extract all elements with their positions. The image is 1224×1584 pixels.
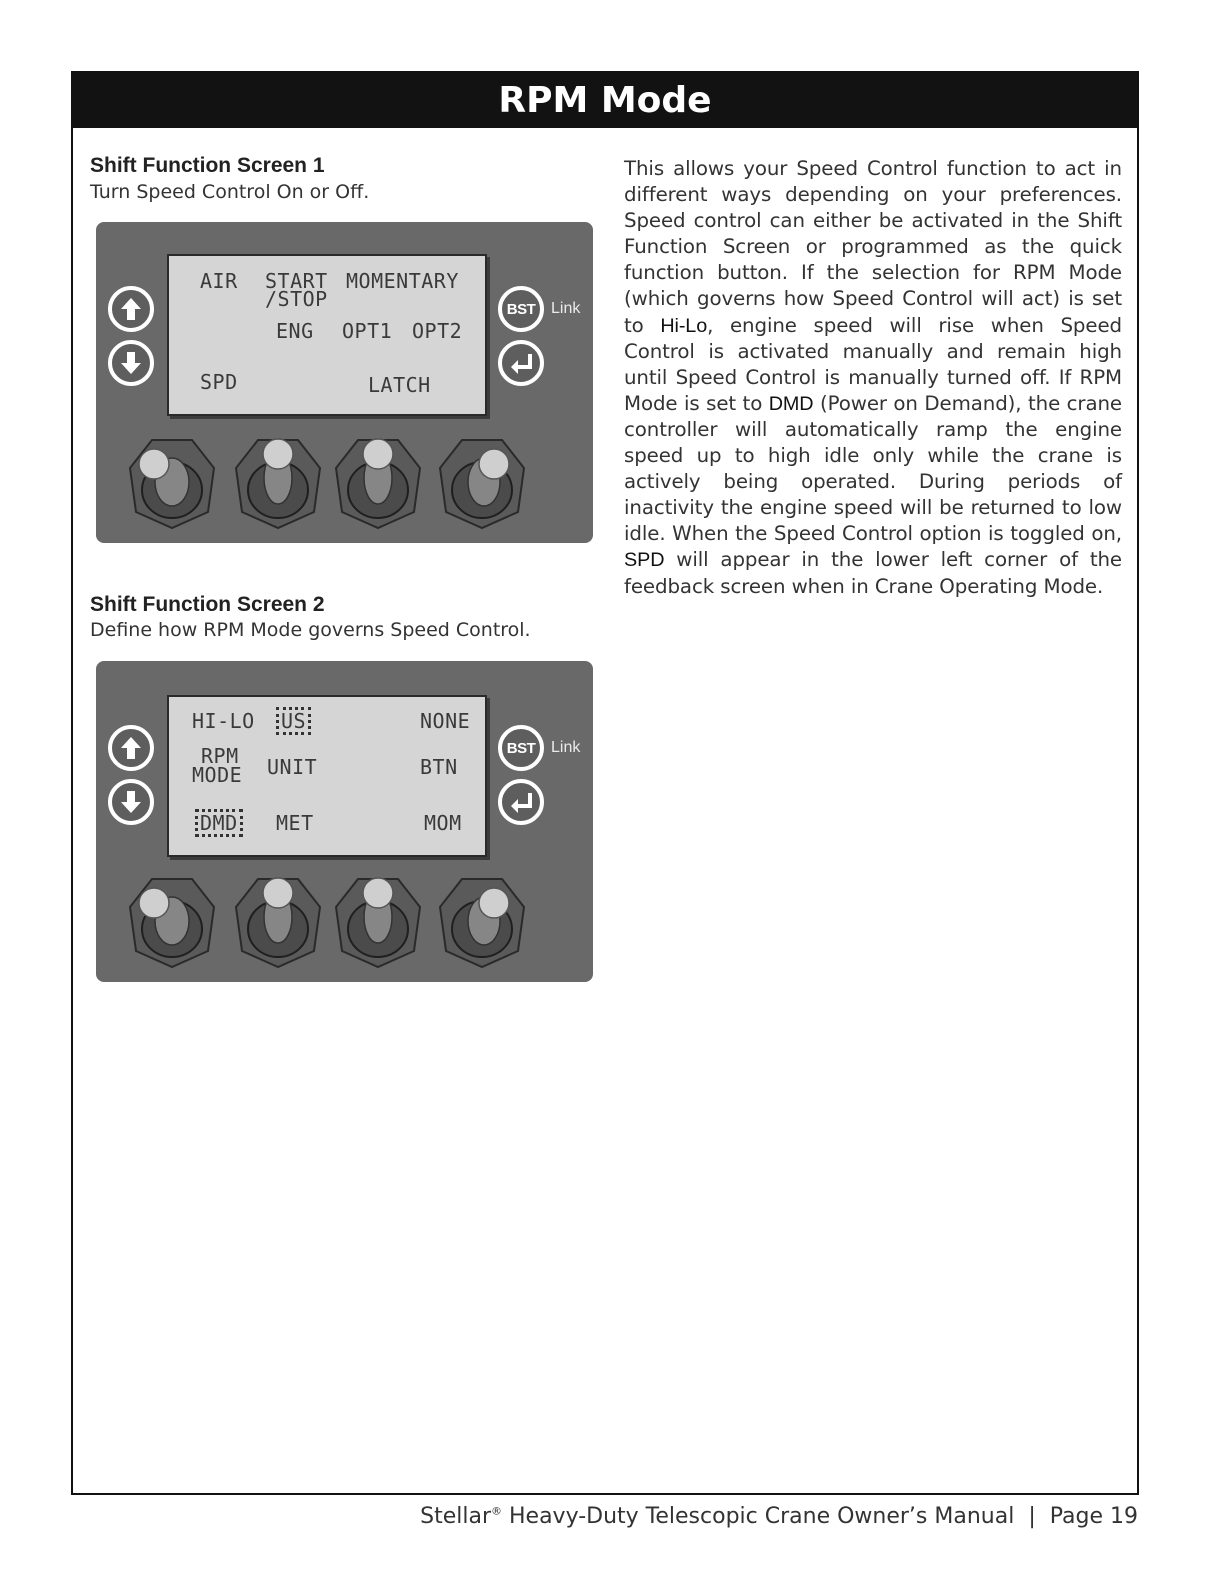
lcd-opt1: OPT1 bbox=[342, 319, 393, 343]
lcd-rpm: RPM bbox=[201, 744, 239, 768]
lcd-us-selected: US bbox=[281, 709, 307, 733]
lcd-screen-1 bbox=[167, 254, 487, 416]
lcd-btn: BTN bbox=[420, 755, 458, 779]
down-arrow-icon bbox=[116, 787, 146, 817]
footer-manual-title: Heavy-Duty Telescopic Crane Owner’s Manual bbox=[502, 1504, 1015, 1529]
page-title: RPM Mode bbox=[73, 73, 1137, 128]
lcd-mom: MOM bbox=[424, 811, 462, 835]
joystick-3[interactable] bbox=[332, 871, 424, 971]
lcd-none: NONE bbox=[420, 709, 471, 733]
keyword-spd: SPD bbox=[624, 549, 665, 572]
up-arrow-icon bbox=[116, 733, 146, 763]
joystick-4[interactable] bbox=[436, 432, 528, 532]
lcd-unit: UNIT bbox=[267, 755, 318, 779]
lcd-screen-2 bbox=[167, 695, 487, 857]
joystick-4[interactable] bbox=[436, 871, 528, 971]
lcd-met: MET bbox=[276, 811, 314, 835]
lcd-hilo: HI-LO bbox=[192, 709, 255, 733]
joystick-2[interactable] bbox=[232, 432, 324, 532]
description-paragraph bbox=[624, 156, 1122, 600]
footer-separator: | bbox=[1028, 1504, 1036, 1529]
description-text-3: (Power on Demand), the crane controller will automatically ramp the engine speed up to high idle only while the crane is actively being operated. During periods of inactivity the engine speed will be returned to low idle. When the Speed Control option is toggled on, bbox=[624, 391, 1122, 546]
footer-brand: Stellar bbox=[420, 1504, 491, 1529]
section2-caption: Define how RPM Mode governs Speed Control. bbox=[90, 619, 531, 641]
controller-panel-1 bbox=[96, 222, 593, 543]
lcd-stop: /STOP bbox=[265, 287, 328, 311]
enter-arrow-icon bbox=[506, 348, 536, 378]
footer-reg-mark: ® bbox=[491, 1504, 502, 1518]
joystick-1[interactable] bbox=[126, 432, 218, 532]
up-arrow-button[interactable] bbox=[108, 725, 154, 771]
down-arrow-button[interactable] bbox=[108, 779, 154, 825]
enter-button[interactable] bbox=[498, 779, 544, 825]
description-text-2: , engine speed will rise when Speed Control is activated manually and remain high until Speed Control is manually turned off. If RPM Mode is set to bbox=[624, 313, 1122, 415]
lcd-start: START bbox=[265, 269, 328, 293]
joystick-2[interactable] bbox=[232, 871, 324, 971]
lcd-opt2: OPT2 bbox=[412, 319, 463, 343]
lcd-eng: ENG bbox=[276, 319, 314, 343]
lcd-momentary: MOMENTARY bbox=[346, 269, 459, 293]
footer-page-number: Page 19 bbox=[1049, 1504, 1138, 1529]
keyword-dmd: DMD bbox=[768, 392, 814, 415]
link-label: Link bbox=[551, 739, 581, 756]
section1-heading: Shift Function Screen 1 bbox=[90, 154, 325, 177]
bst-button[interactable]: BST bbox=[498, 286, 544, 332]
lcd-dmd-selected: DMD bbox=[200, 811, 238, 835]
controller-panel-2 bbox=[96, 661, 593, 982]
up-arrow-icon bbox=[116, 294, 146, 324]
description-text-1: This allows your Speed Control function to act in different ways depending on your preferences. Speed control can either be activated in the Shift Function Screen or programmed as the quick function button. If the selection for RPM Mode (which governs how Speed Control will act) is set to bbox=[624, 157, 1122, 337]
keyword-hilo: Hi-Lo bbox=[660, 314, 708, 337]
lcd-spd: SPD bbox=[200, 370, 238, 394]
section2-heading: Shift Function Screen 2 bbox=[90, 593, 325, 616]
up-arrow-button[interactable] bbox=[108, 286, 154, 332]
enter-button[interactable] bbox=[498, 340, 544, 386]
lcd-air: AIR bbox=[200, 269, 238, 293]
page-footer bbox=[420, 1504, 1138, 1529]
joystick-3[interactable] bbox=[332, 432, 424, 532]
lcd-latch: LATCH bbox=[368, 373, 431, 397]
enter-arrow-icon bbox=[506, 787, 536, 817]
down-arrow-icon bbox=[116, 348, 146, 378]
link-label: Link bbox=[551, 300, 581, 317]
lcd-mode: MODE bbox=[192, 763, 243, 787]
joystick-1[interactable] bbox=[126, 871, 218, 971]
description-text-4: will appear in the lower left corner of the feedback screen when in Crane Operating Mode. bbox=[624, 548, 1122, 598]
down-arrow-button[interactable] bbox=[108, 340, 154, 386]
section1-caption: Turn Speed Control On or Off. bbox=[90, 181, 370, 203]
bst-button[interactable]: BST bbox=[498, 725, 544, 771]
